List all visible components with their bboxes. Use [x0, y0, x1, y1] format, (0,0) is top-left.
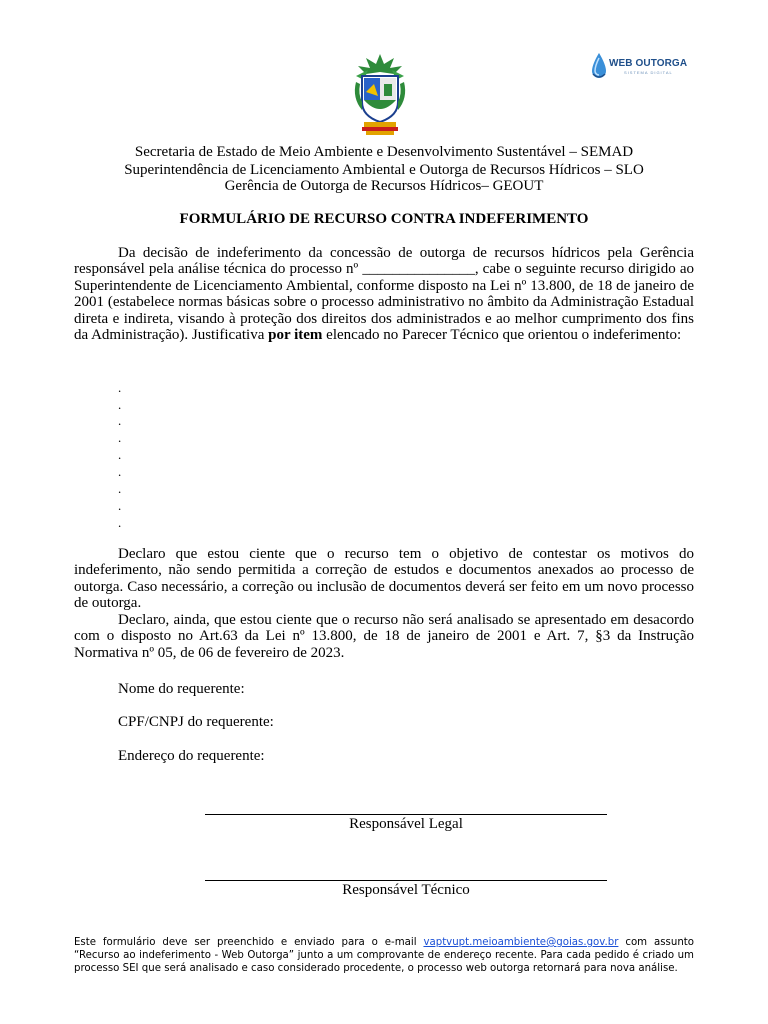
header-line-semad: Secretaria de Estado de Meio Ambiente e Desenvolvimento Sustentável – SEMAD	[134, 144, 634, 160]
declaration-paragraph-1: Declaro que estou ciente que o recurso tem o objetivo de contestar os motivos do indeferimento, não sendo permitida a correção de estudos e documentos anexados ao processo de outorga. Caso necessário, a correção ou inclusão de documentos deverá ser feito em um novo processo de outorga.	[74, 546, 694, 612]
signature-line-legal	[205, 814, 607, 815]
item-marker: .	[118, 515, 122, 530]
footer-note	[74, 936, 694, 975]
signature-line-technical	[205, 880, 607, 881]
water-drop-icon	[590, 52, 608, 82]
requester-cpf-label: CPF/CNPJ do requerente:	[118, 714, 274, 730]
intro-bold: por item	[268, 327, 323, 344]
item-marker: .	[118, 498, 122, 513]
intro-text: Da decisão de indeferimento da concessão de outorga de recursos hídricos pela Gerência responsável pela análise técnica do processo nº _______________, cabe o seguinte recurso dirigido ao Superintendente de Licenciamento Ambiental, conforme disposto na Lei nº 13.800, de 18 de janeiro de 2001 (estabelece normas básicas sobre o processo administrativo no âmbito da Administração Estadual direta e indireta, visando à proteção dos direitos dos administrados e ao melhor cumprimento dos fins da Administração). Justificativa	[74, 245, 694, 344]
footer-text-end: com assunto “Recurso ao indeferimento - Web Outorga” junto a um comprovante de endereço recente. Para cada pedido é criado um processo SEI que será analisado e caso considerado procedente, o processo web outorga retornará para nova análise.	[74, 937, 695, 974]
item-marker: .	[118, 397, 122, 412]
item-marker: .	[118, 447, 122, 462]
declaration-paragraph-2: Declaro, ainda, que estou ciente que o recurso não será analisado se apresentado em desacordo com o disposto no Art.63 da Lei nº 13.800, de 18 de janeiro de 2001 e Art. 7, §3 da Instrução Normativa nº 05, de 06 de fevereiro de 2023.	[74, 612, 694, 661]
signature-label-technical: Responsável Técnico	[342, 882, 470, 898]
item-marker: .	[118, 464, 122, 479]
requester-name-label: Nome do requerente:	[118, 681, 245, 697]
footer-text: Este formulário deve ser preenchido e enviado para o e-mail	[74, 937, 424, 948]
item-marker: .	[118, 430, 122, 445]
coat-of-arms-icon	[350, 52, 410, 138]
intro-paragraph	[74, 245, 694, 343]
requester-address-label: Endereço do requerente:	[118, 748, 265, 764]
intro-text-end: elencado no Parecer Técnico que orientou o indeferimento:	[322, 327, 682, 344]
logo-subtext: SISTEMA DIGITAL	[624, 70, 673, 75]
email-link[interactable]: vaptvupt.meioambiente@goias.gov.br	[423, 937, 619, 948]
header-line-slo: Superintendência de Licenciamento Ambiental e Outorga de Recursos Hídricos – SLO	[124, 162, 644, 178]
form-title: FORMULÁRIO DE RECURSO CONTRA INDEFERIMENTO	[179, 211, 589, 227]
signature-label-legal: Responsável Legal	[349, 816, 463, 832]
item-marker: .	[118, 413, 122, 428]
item-marker: .	[118, 380, 122, 395]
header-line-geout: Gerência de Outorga de Recursos Hídricos– GEOUT	[224, 178, 544, 194]
logo-text: WEB OUTORGA	[609, 58, 688, 69]
web-outorga-logo	[590, 52, 686, 86]
item-marker: .	[118, 481, 122, 496]
